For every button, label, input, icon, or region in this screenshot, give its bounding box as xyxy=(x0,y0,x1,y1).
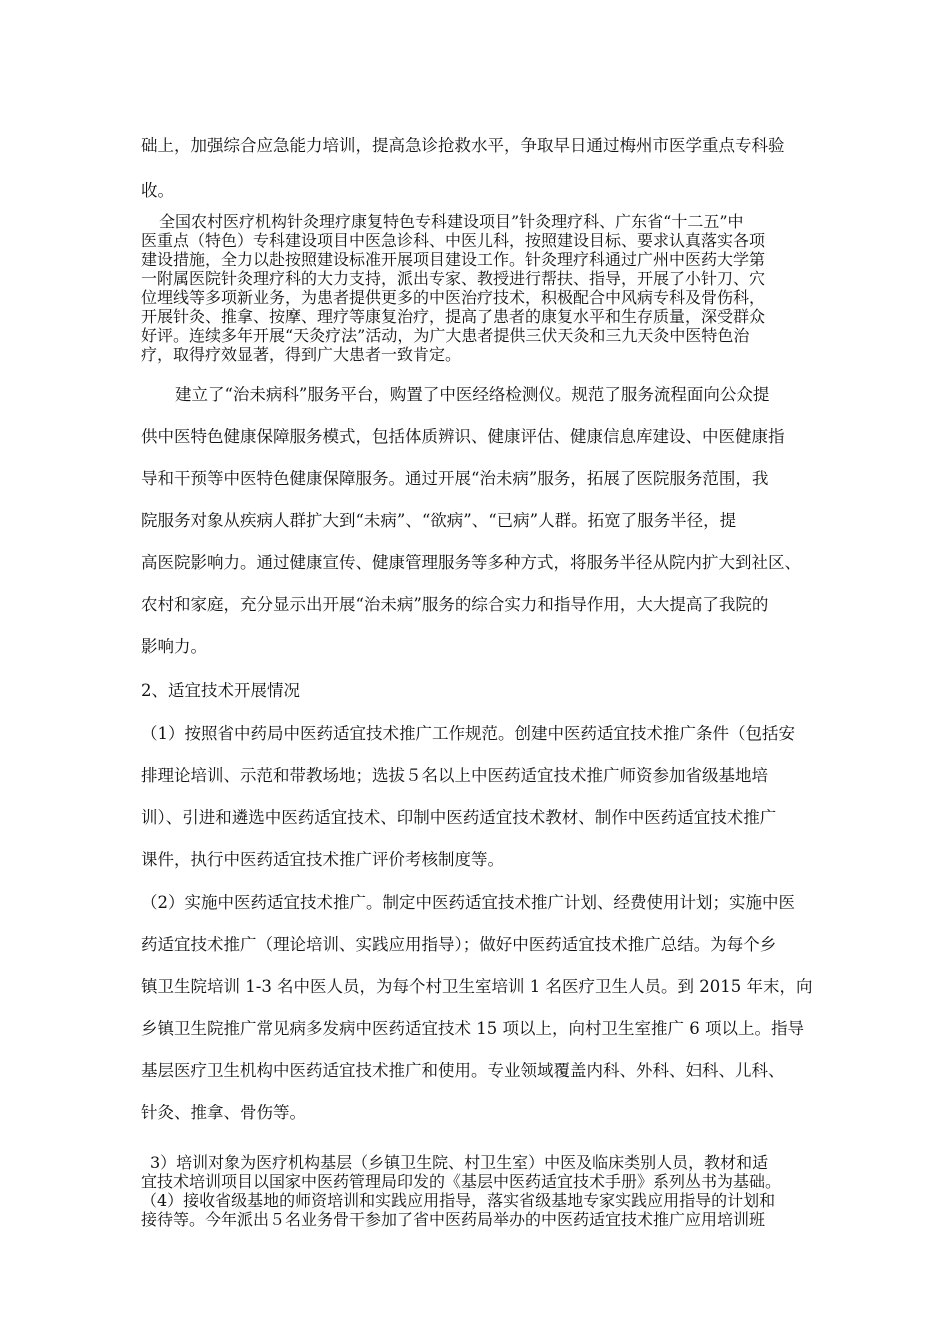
section-heading: 2、适宜技术开展情况 xyxy=(141,681,300,700)
text-line: 影响力。 xyxy=(141,637,207,656)
text-line: 建设措施，全力以赴按照建设标准开展项目建设工作。针灸理疗科通过广州中医药大学第 xyxy=(141,250,766,269)
text-line: 疗，取得疗效显著，得到广大患者一致肯定。 xyxy=(141,345,462,364)
text-line: 建立了“治未病科”服务平台，购置了中医经络检测仪。规范了服务流程面向公众提 xyxy=(175,385,770,404)
text-line: 全国农村医疗机构针灸理疗康复特色专科建设项目”针灸理疗科、广东省“十二五”中 xyxy=(159,212,744,231)
text-line: 课件，执行中医药适宜技术推广评价考核制度等。 xyxy=(141,850,504,869)
text-line: 位埋线等多项新业务，为患者提供更多的中医治疗技术，积极配合中风病专科及骨伤科， xyxy=(141,288,766,307)
text-line: 药适宜技术推广（理论培训、实践应用指导）；做好中医药适宜技术推广总结。为每个乡 xyxy=(141,935,777,954)
text-line: 开展针灸、推拿、按摩、理疗等康复治疗，提高了患者的康复水平和生存质量，深受群众 xyxy=(141,307,766,326)
text-line: 院服务对象从疾病人群扩大到“未病”、“欲病”、“已病”人群。拓宽了服务半径，提 xyxy=(141,511,737,530)
text-line: 3）培训对象为医疗机构基层（乡镇卫生院、村卫生室）中医及临床类别人员，教材和适 xyxy=(150,1153,769,1172)
text-line: 高医院影响力。通过健康宣传、健康管理服务等多种方式，将服务半径从院内扩大到社区、 xyxy=(141,553,801,572)
text-line: 训）、引进和遴选中医药适宜技术、印制中医药适宜技术教材、制作中医药适宜技术推广 xyxy=(141,808,777,827)
text-line: 接待等。今年派出５名业务骨干参加了省中医药局举办的中医药适宜技术推广应用培训班 xyxy=(141,1210,766,1229)
text-line: （2）实施中医药适宜技术推广。制定中医药适宜技术推广计划、经费使用计划；实施中医 xyxy=(141,893,795,912)
text-line: 供中医特色健康保障服务模式，包括体质辨识、健康评估、健康信息库建设、中医健康指 xyxy=(141,427,785,446)
text-line: 宜技术培训项目以国家中医药管理局印发的《基层中医药适宜技术手册》系列丛书为基础。 xyxy=(141,1172,782,1191)
text-line: 好评。连续多年开展“天灸疗法”活动，为广大患者提供三伏天灸和三九天灸中医特色治 xyxy=(141,326,750,345)
text-line: 排理论培训、示范和带教场地；选拔５名以上中医药适宜技术推广师资参加省级基地培 xyxy=(141,766,768,785)
text-line: 乡镇卫生院推广常见病多发病中医药适宜技术 15 项以上，向村卫生室推广 6 项以上。指导 xyxy=(141,1019,804,1038)
text-line: 医重点（特色）专科建设项目中医急诊科、中医儿科，按照建设目标、要求认真落实各项 xyxy=(141,231,766,250)
text-line: 基层医疗卫生机构中医药适宜技术推广和使用。专业领域覆盖内科、外科、妇科、儿科、 xyxy=(141,1061,785,1080)
text-line: （1）按照省中药局中医药适宜技术推广工作规范。创建中医药适宜技术推广条件（包括安 xyxy=(141,724,795,743)
text-line: 收。 xyxy=(141,181,174,200)
text-line: 导和干预等中医特色健康保障服务。通过开展“治未病”服务，拓展了医院服务范围，我 xyxy=(141,469,769,488)
text-line: 础上，加强综合应急能力培训，提高急诊抢救水平，争取早日通过梅州市医学重点专科验 xyxy=(141,136,785,155)
text-line: 一附属医院针灸理疗科的大力支持，派出专家、教授进行帮扶、指导，开展了小针刀、穴 xyxy=(141,269,766,288)
text-line: 农村和家庭，充分显示出开展“治未病”服务的综合实力和指导作用，大大提高了我院的 xyxy=(141,595,769,614)
text-line: （4）接收省级基地的师资培训和实践应用指导，落实省级基地专家实践应用指导的计划和 xyxy=(141,1191,776,1210)
text-line: 镇卫生院培训 1-3 名中医人员，为每个村卫生室培训 1 名医疗卫生人员。到 2015 年末，向 xyxy=(141,977,813,996)
text-line: 针灸、推拿、骨伤等。 xyxy=(141,1103,306,1122)
